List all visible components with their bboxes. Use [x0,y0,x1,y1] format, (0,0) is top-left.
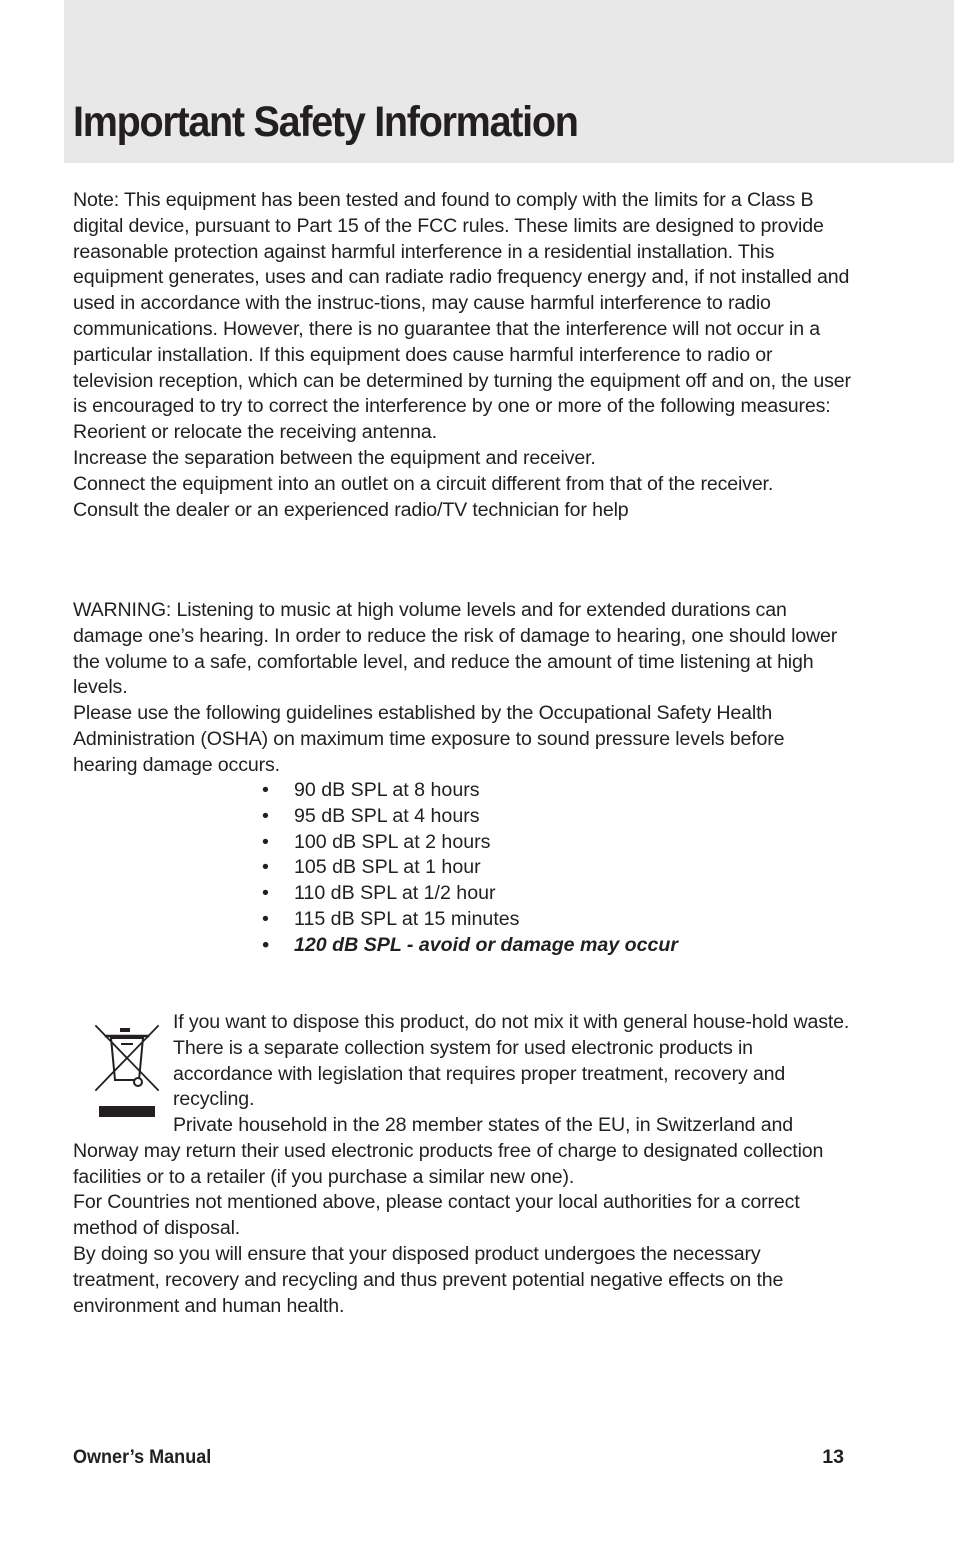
list-item: • 95 dB SPL at 4 hours [262,804,678,830]
fcc-note-paragraph: Note: This equipment has been tested and found to comply with the limits for a Class B digital device, pursuant to Part 15 of the FCC rules. These limits are designed to provide reasonable protection against harmful interference in a residential installation. This equipment generates, uses and can radiate radio frequency energy and, if not installed and used in accordance with the instruc-tions, may cause harmful interference to radio communications. However, there is no guarantee that the interference will not occur in a particular installation. If this equipment does cause harmful interference to radio or television reception, which can be determined by turning the equipment off and on, the user is encouraged to try to correct the interference by one or more of the following measures: [73,189,851,418]
list-item: • 115 dB SPL at 15 minutes [262,907,678,933]
fcc-measure-item: Consult the dealer or an experienced radio/TV technician for help [73,498,629,521]
list-item: • 110 dB SPL at 1/2 hour [262,881,678,907]
osha-guidelines-paragraph: Please use the following guidelines established by the Occupational Safety Health Administration (OSHA) on maximum time exposure to sound pressure levels before hearing damage occurs. [73,702,785,776]
disposal-paragraph: For Countries not mentioned above, please contact your local authorities for a correct method of disposal. [73,1191,800,1240]
fcc-notice [73,188,851,523]
spl-limits-list [262,778,678,959]
disposal-intro [173,1010,853,1113]
footer-manual-label: Owner’s Manual [73,1446,212,1468]
weee-crossed-bin-icon [92,1020,162,1120]
page-number: 13 [822,1446,844,1468]
warning-paragraph: WARNING: Listening to music at high volume levels and for extended durations can damage one’s hearing. In order to reduce the risk of damage to hearing, one should lower the volume to a safe, comfortable level, and reduce the amount of time listening at high levels. [73,599,838,699]
fcc-measure-item: Reorient or relocate the receiving antenna. [73,421,437,444]
fcc-measure-item: Connect the equipment into an outlet on a circuit different from that of the receiver. [73,472,774,495]
list-item-danger: • 120 dB SPL - avoid or damage may occur [262,933,678,959]
fcc-measure-item: Increase the separation between the equipment and receiver. [73,446,596,469]
page-title: Important Safety Information [73,98,578,146]
list-item: • 90 dB SPL at 8 hours [262,778,678,804]
disposal-paragraph: By doing so you will ensure that your disposed product undergoes the necessary treatment, recovery and recycling and thus prevent potential negative effects on the environment and human health. [73,1242,784,1317]
disposal-paragraph: Private household in the 28 member states of the EU, in Switzerland and Norway may return their used electronic products free of charge to designated collection facilities or to a retailer (if you purchase a similar new one). [73,1114,824,1188]
list-item: • 105 dB SPL at 1 hour [262,855,678,881]
list-item: • 100 dB SPL at 2 hours [262,830,678,856]
disposal-details [73,1113,851,1319]
disposal-intro-paragraph: If you want to dispose this product, do not mix it with general house-hold waste. There is a separate collection system for used electronic products in accordance with legislation that requires proper treatment, recovery and recycling. [173,1011,850,1111]
hearing-warning [73,598,851,779]
